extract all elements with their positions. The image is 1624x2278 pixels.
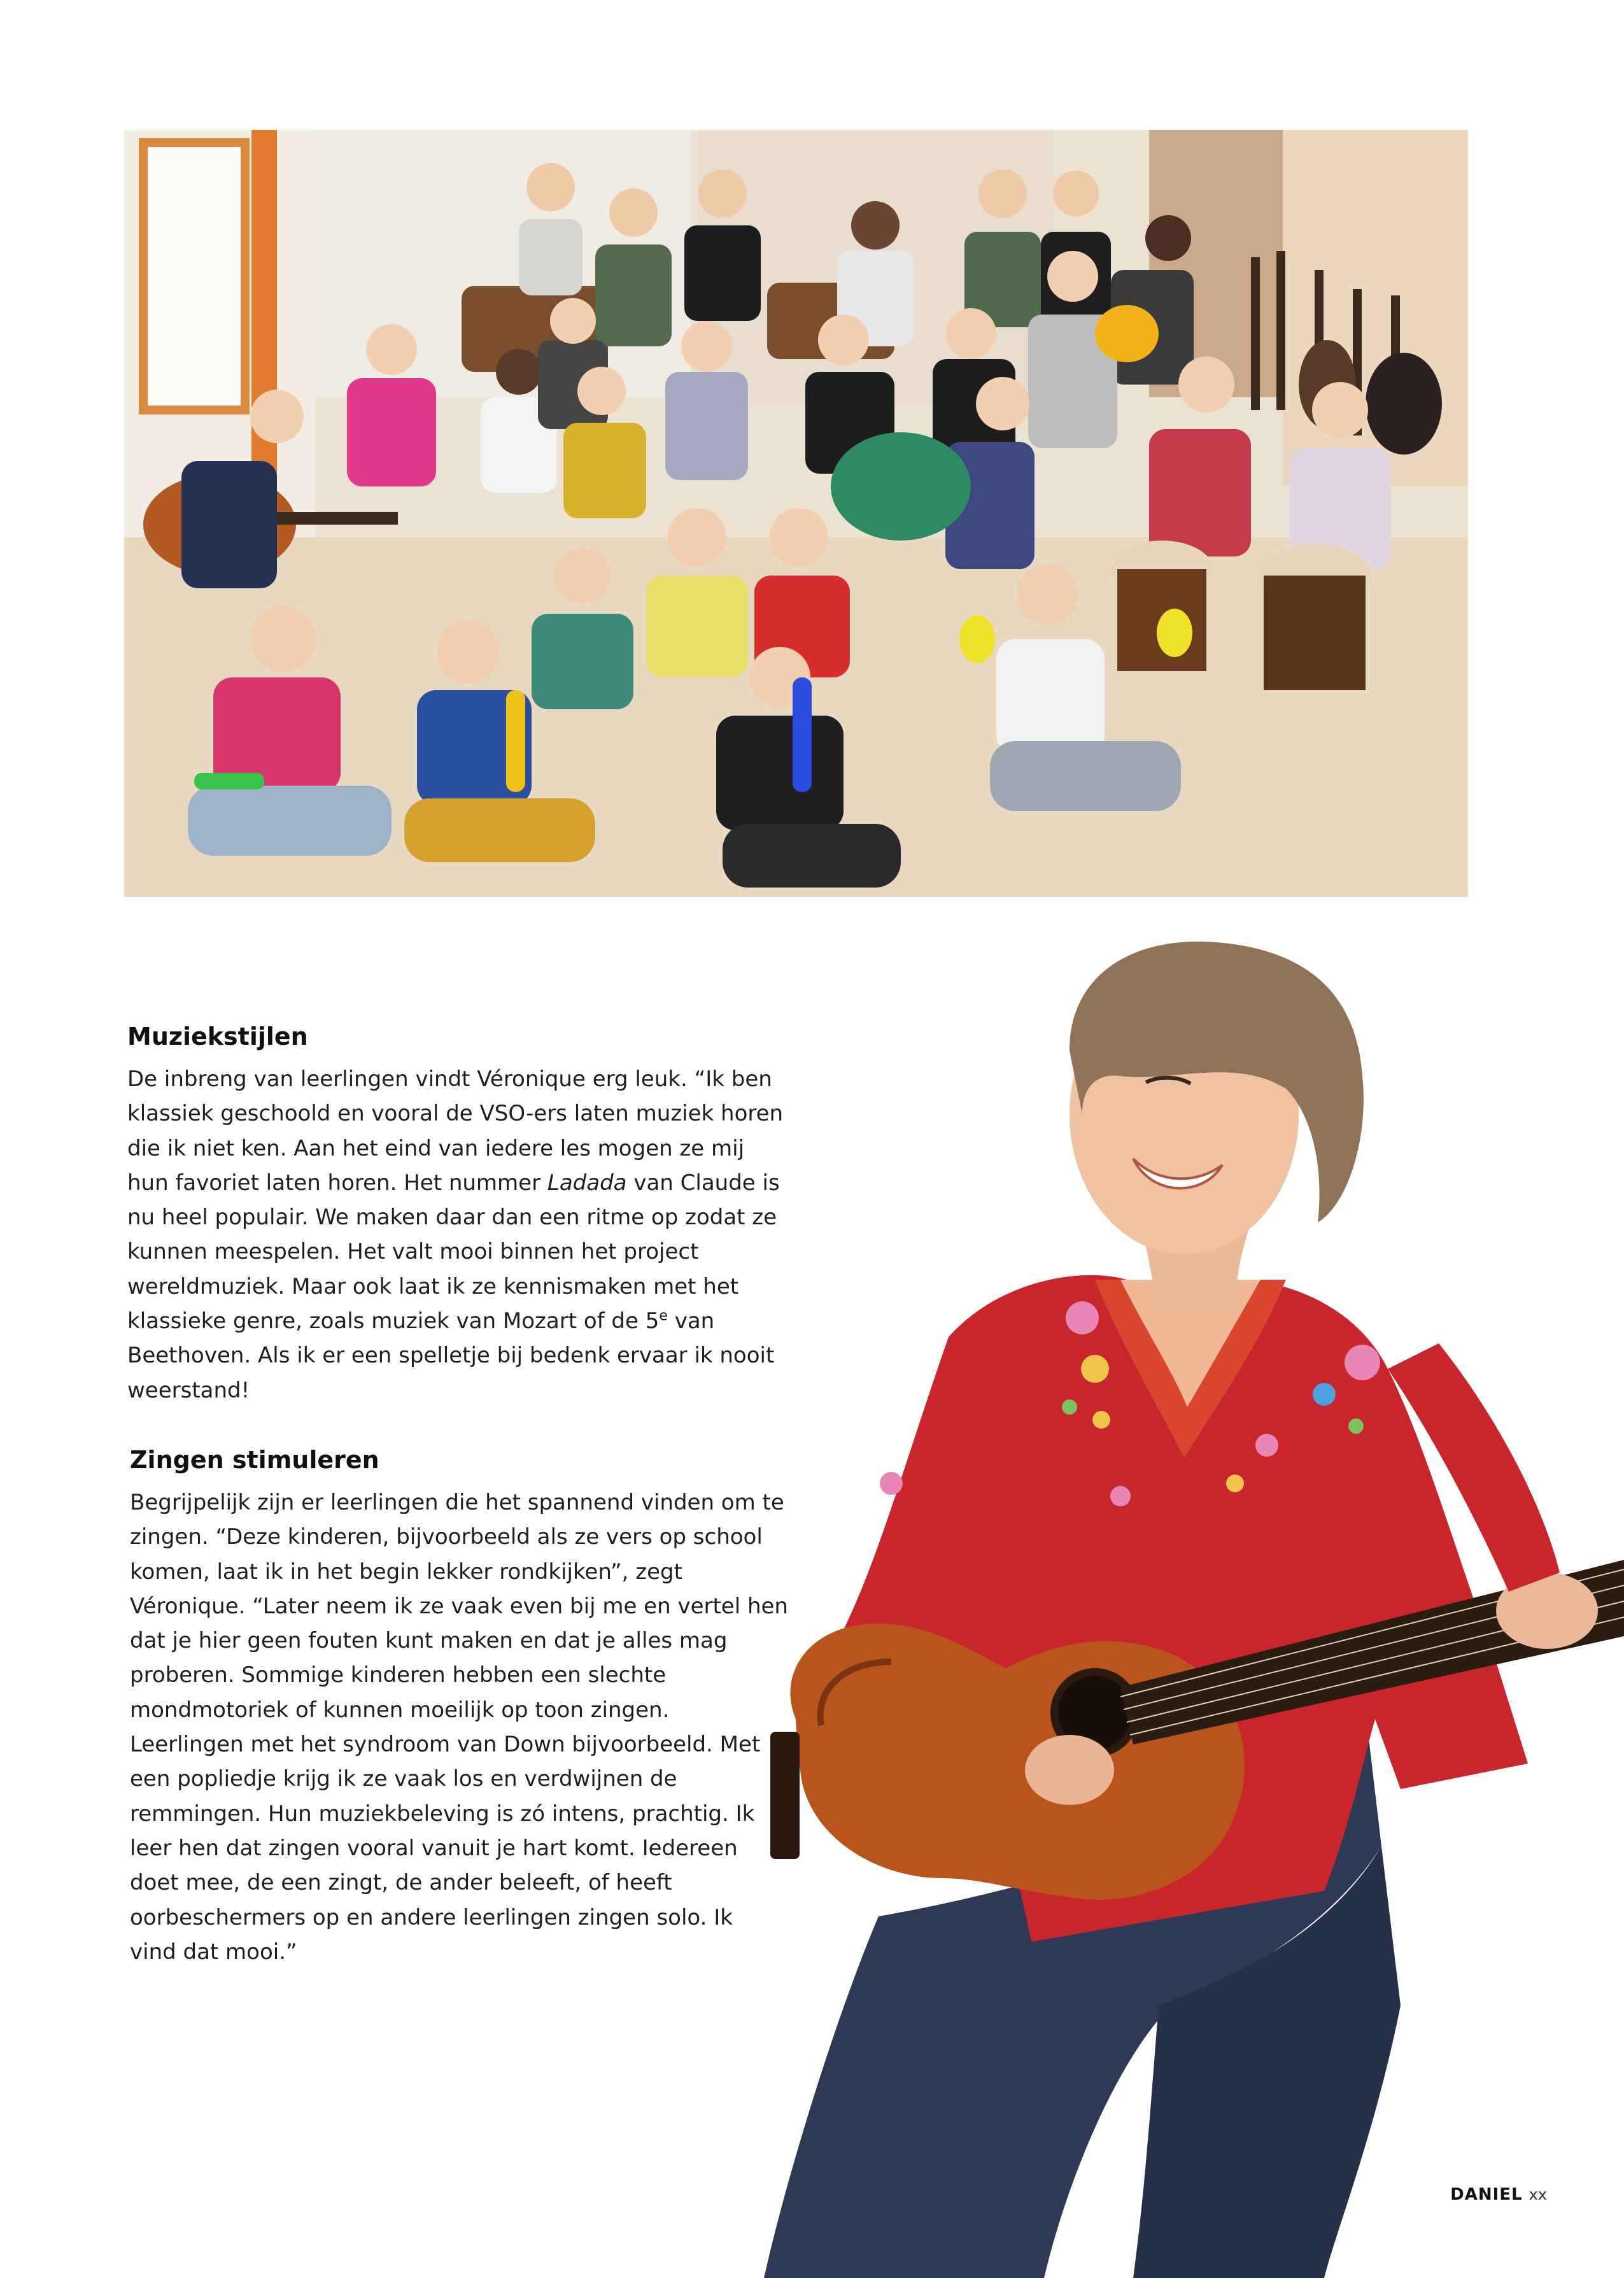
section-body: De inbreng van leerlingen vindt Véronique erg leuk. “Ik ben klassiek geschoold en vooral de VSO-ers laten muziek horen die ik niet ken. Aan het eind van iedere les mogen ze mij hun favoriet laten horen. Het nummer Ladada van Claude is nu heel populair. We maken daar dan een ritme op zodat ze kunnen meespelen. Het valt mooi binnen het project wereldmuziek. Maar ook laat ik ze kennismaken met het klassieke genre, zoals muziek van Mozart of de 5e van Beethoven. Als ik er een spelletje bij bedenk ervaar ik nooit weerstand! bbox=[127, 1066, 784, 1403]
magazine-brand: DANIEL bbox=[1450, 2185, 1523, 2204]
page-footer bbox=[1450, 2185, 1547, 2211]
section-zingen-stimuleren bbox=[130, 1442, 805, 1969]
group-photo-icon bbox=[124, 130, 1468, 897]
group-photo bbox=[124, 130, 1468, 897]
teacher-photo bbox=[713, 923, 1624, 2278]
song-title: Ladada bbox=[547, 1170, 627, 1196]
section-heading: Muziekstijlen bbox=[127, 1022, 308, 1051]
page-number: xx bbox=[1529, 2186, 1547, 2204]
section-heading: Zingen stimuleren bbox=[130, 1446, 379, 1474]
section-muziekstijlen bbox=[127, 1019, 802, 1408]
teacher-photo-icon bbox=[713, 923, 1624, 2278]
section-body: Begrijpelijk zijn er leerlingen die het spannend vinden om te zingen. “Deze kinderen, bijvoorbeeld als ze vers op school komen, laat ik in het begin lekker rondkijken”, zegt Véronique. “Later neem ik ze vaak even bij me en vertel hen dat je hier geen fouten kunt maken en dat je alles mag proberen. Sommige kinderen hebben een slechte mondmotoriek of kunnen moeilijk op toon zingen. Leerlingen met het syndroom van Down bijvoorbeeld. Met een popliedje krijg ik ze vaak los en verdwijnen de remmingen. Hun muziekbeleving is zó intens, prachtig. Ik leer hen dat zingen vooral vanuit je hart komt. Iedereen doet mee, de een zingt, de ander beleeft, of heeft oorbeschermers op en andere leerlingen zingen solo. Ik vind dat mooi.” bbox=[130, 1490, 788, 1965]
